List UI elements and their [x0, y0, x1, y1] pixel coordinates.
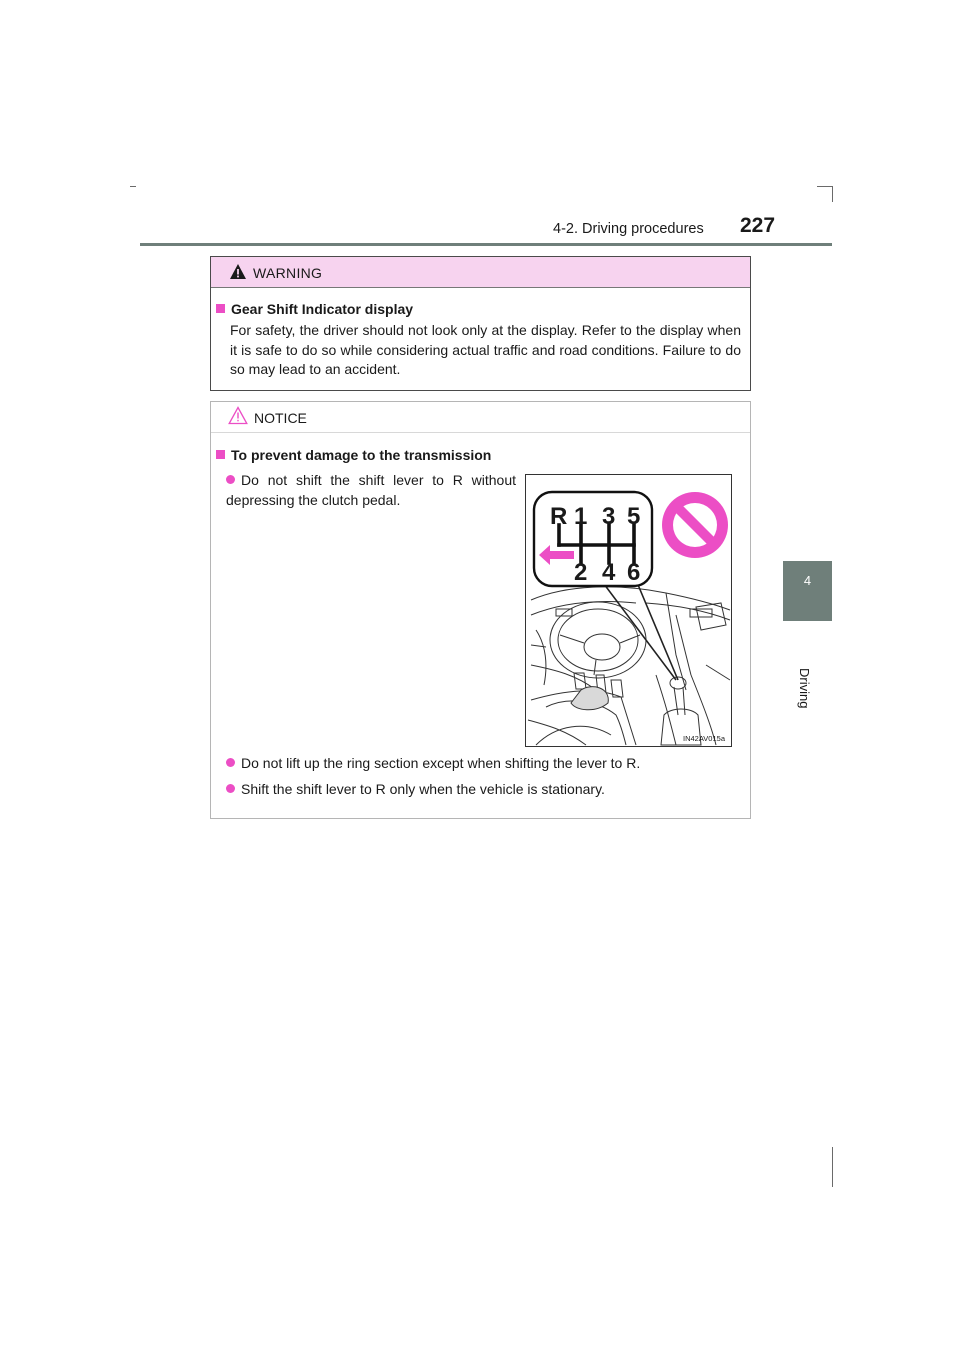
round-bullet-icon — [226, 758, 235, 767]
round-bullet-icon — [226, 475, 235, 484]
warning-header — [211, 257, 750, 288]
gear-label-5: 5 — [627, 503, 641, 530]
gear-label-r: R — [550, 503, 568, 530]
warning-body: For safety, the driver should not look only at the display. Refer to the display when it is safe to do so while considering actual traffic and road conditions. Failure to do so may lead to an accident. — [230, 322, 741, 377]
notice-heading — [216, 447, 491, 463]
header-rule — [140, 243, 832, 246]
notice-bullet-1 — [226, 471, 516, 510]
notice-bullet-3-text: Shift the shift lever to R only when the vehicle is stationary. — [241, 781, 605, 797]
chapter-number: 4 — [803, 573, 812, 588]
notice-header — [211, 402, 750, 433]
notice-bullet-2 — [226, 754, 741, 774]
warning-box — [210, 256, 751, 391]
notice-bullet-2-text: Do not lift up the ring section except when shifting the lever to R. — [241, 755, 641, 771]
warning-triangle-icon — [229, 263, 247, 280]
square-bullet-icon — [216, 304, 225, 313]
gear-label-3: 3 — [602, 503, 616, 530]
warning-title: WARNING — [253, 265, 323, 281]
notice-bullet-1-text: Do not shift the shift lever to R without depressing the clutch pedal. — [226, 472, 516, 508]
crop-mark — [832, 186, 833, 202]
chapter-tab — [783, 561, 832, 621]
caution-triangle-icon — [228, 406, 248, 425]
crop-mark — [817, 186, 833, 187]
warning-heading-text: Gear Shift Indicator display — [231, 301, 414, 317]
notice-bullet-3 — [226, 780, 741, 800]
chapter-label — [786, 668, 826, 718]
figure-code: IN42AV015a — [683, 734, 725, 743]
gear-label-4: 4 — [602, 559, 616, 586]
gear-label-6: 6 — [627, 559, 641, 586]
crop-mark — [832, 1147, 833, 1187]
gear-label-2: 2 — [574, 559, 588, 586]
warning-heading — [216, 301, 413, 317]
section-title: 4-2. Driving procedures — [553, 221, 704, 237]
chapter-label-text: Driving — [797, 668, 812, 709]
notice-title: NOTICE — [254, 410, 307, 426]
square-bullet-icon — [216, 450, 225, 459]
shift-lever-illustration — [525, 474, 732, 747]
page-number: 227 — [740, 214, 776, 237]
gear-label-1: 1 — [574, 503, 588, 530]
crop-mark — [130, 186, 136, 187]
notice-heading-text: To prevent damage to the transmission — [231, 447, 492, 463]
round-bullet-icon — [226, 784, 235, 793]
